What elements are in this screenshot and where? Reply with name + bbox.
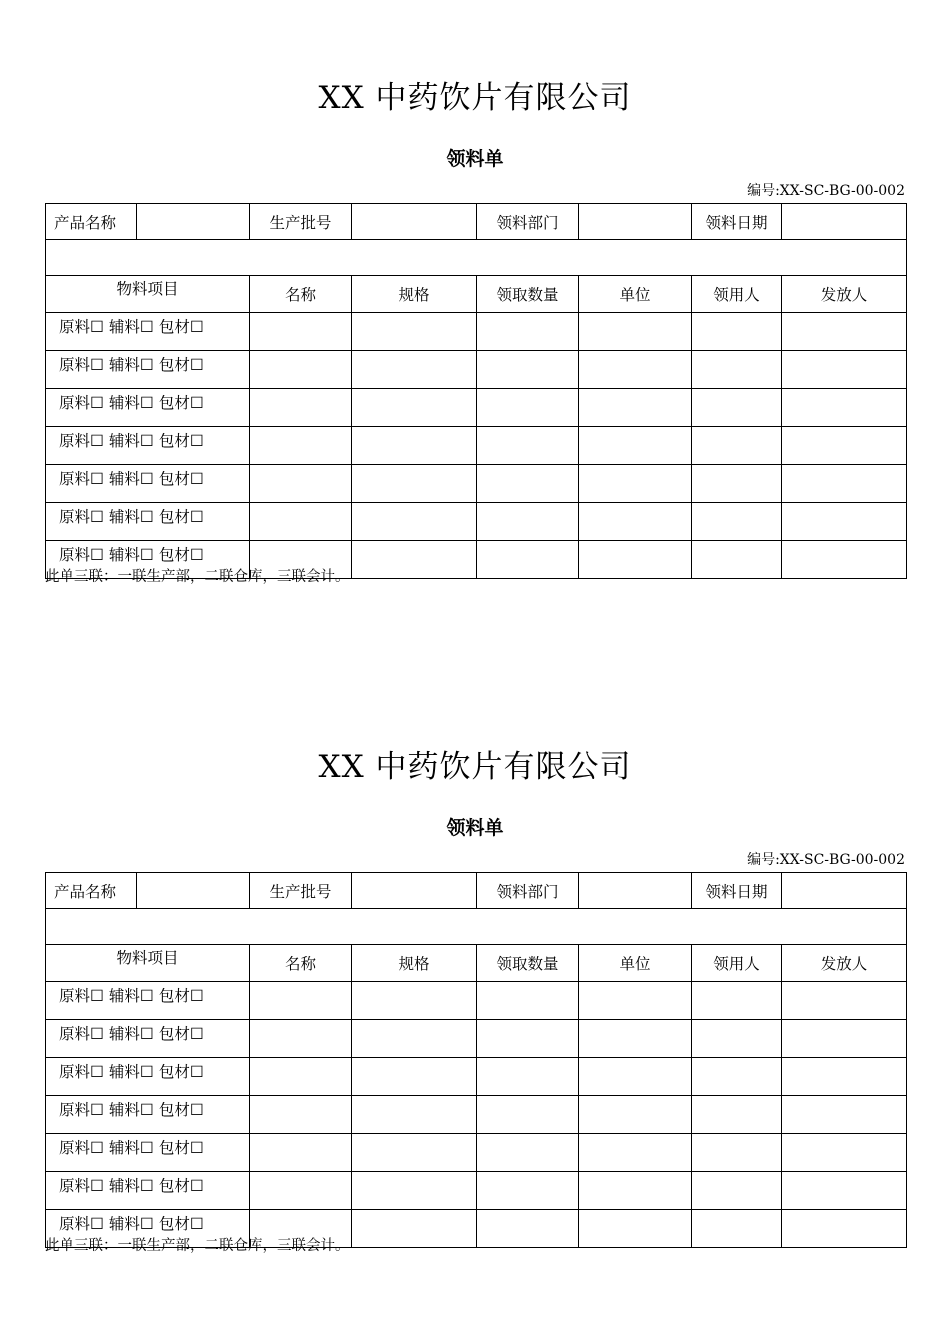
form-title: 领料单 — [446, 148, 504, 170]
name-input-cell[interactable] — [250, 389, 352, 427]
issuer-input-cell[interactable] — [782, 389, 907, 427]
spec-input-cell[interactable] — [352, 1134, 477, 1172]
material-type-checkbox[interactable]: 辅料☐ — [108, 1063, 154, 1081]
receiver-input-cell[interactable] — [692, 1058, 782, 1096]
requisition-table — [45, 872, 907, 1248]
receiver-input-cell[interactable] — [692, 465, 782, 503]
spec-input-cell[interactable] — [352, 1096, 477, 1134]
spec-input-cell[interactable] — [352, 1172, 477, 1210]
company-name: XX 中药饮片有限公司 — [318, 80, 632, 116]
copies-note: 此单三联：一联生产部，二联仓库，三联会计。 — [45, 569, 350, 585]
issuer-input-cell[interactable] — [782, 351, 907, 389]
unit-input-cell[interactable] — [579, 982, 692, 1020]
material-type-checkbox[interactable]: 原料☐ — [59, 318, 104, 336]
material-type-checkbox[interactable]: 原料☐ — [59, 1177, 104, 1195]
unit-input-cell[interactable] — [579, 1172, 692, 1210]
material-row — [46, 1134, 907, 1172]
date-label: 领料日期 — [692, 873, 782, 909]
unit-input-cell[interactable] — [579, 313, 692, 351]
issuer-input-cell[interactable] — [782, 1172, 907, 1210]
unit-input-cell[interactable] — [579, 427, 692, 465]
spec-input-cell[interactable] — [352, 427, 477, 465]
spec-input-cell[interactable] — [352, 465, 477, 503]
form-code: 编号:XX-SC-BG-00-002 — [747, 852, 905, 868]
issuer-header: 发放人 — [782, 276, 907, 313]
material-type-checkbox[interactable]: 辅料☐ — [108, 1215, 154, 1233]
unit-input-cell[interactable] — [579, 389, 692, 427]
product-name-label: 产品名称 — [46, 204, 137, 240]
receiver-input-cell[interactable] — [692, 427, 782, 465]
material-type-cell — [46, 351, 250, 389]
name-header: 名称 — [250, 945, 352, 982]
department-label: 领料部门 — [477, 204, 579, 240]
material-type-checkbox[interactable]: 包材☐ — [158, 394, 204, 412]
material-row — [46, 1096, 907, 1134]
material-type-checkbox[interactable]: 包材☐ — [158, 470, 204, 488]
material-type-checkbox[interactable]: 原料☐ — [59, 1215, 104, 1233]
material-type-cell — [46, 389, 250, 427]
unit-input-cell[interactable] — [579, 541, 692, 579]
name-header: 名称 — [250, 276, 352, 313]
spec-input-cell[interactable] — [352, 351, 477, 389]
date-label: 领料日期 — [692, 204, 782, 240]
name-input-cell[interactable] — [250, 465, 352, 503]
material-type-checkbox[interactable]: 包材☐ — [158, 1215, 204, 1233]
requisition-form — [0, 669, 950, 1269]
batch-no-input-cell[interactable] — [352, 204, 477, 240]
material-type-checkbox[interactable]: 原料☐ — [59, 987, 104, 1005]
department-input-cell[interactable] — [579, 204, 692, 240]
material-row — [46, 1172, 907, 1210]
material-type-cell — [46, 982, 250, 1020]
material-row — [46, 1020, 907, 1058]
unit-header: 单位 — [579, 945, 692, 982]
spec-input-cell[interactable] — [352, 1058, 477, 1096]
unit-input-cell[interactable] — [579, 503, 692, 541]
batch-no-label: 生产批号 — [250, 204, 352, 240]
issuer-input-cell[interactable] — [782, 1020, 907, 1058]
material-type-checkbox[interactable]: 原料☐ — [59, 470, 104, 488]
name-input-cell[interactable] — [250, 1172, 352, 1210]
material-type-checkbox[interactable]: 辅料☐ — [108, 470, 154, 488]
unit-input-cell[interactable] — [579, 465, 692, 503]
material-type-cell — [46, 1134, 250, 1172]
material-row — [46, 982, 907, 1020]
spec-input-cell[interactable] — [352, 982, 477, 1020]
product-name-label: 产品名称 — [46, 873, 137, 909]
qty-input-cell[interactable] — [477, 1058, 579, 1096]
qty-input-cell[interactable] — [477, 1134, 579, 1172]
qty-input-cell[interactable] — [477, 313, 579, 351]
blank-cell[interactable] — [46, 240, 907, 276]
issuer-input-cell[interactable] — [782, 1096, 907, 1134]
header-row — [46, 204, 907, 240]
receiver-input-cell[interactable] — [692, 982, 782, 1020]
material-type-checkbox[interactable]: 包材☐ — [158, 508, 204, 526]
requisition-table — [45, 203, 907, 579]
spec-input-cell[interactable] — [352, 503, 477, 541]
material-type-cell — [46, 313, 250, 351]
blank-row — [46, 909, 907, 945]
spec-input-cell[interactable] — [352, 1210, 477, 1248]
spec-input-cell[interactable] — [352, 389, 477, 427]
material-item-header: 物料项目 — [46, 945, 250, 982]
material-type-checkbox[interactable]: 辅料☐ — [108, 546, 154, 564]
material-type-checkbox[interactable]: 包材☐ — [158, 356, 204, 374]
unit-input-cell[interactable] — [579, 1134, 692, 1172]
issuer-input-cell[interactable] — [782, 313, 907, 351]
receiver-input-cell[interactable] — [692, 541, 782, 579]
date-input-cell[interactable] — [782, 873, 907, 909]
material-type-checkbox[interactable]: 辅料☐ — [108, 1139, 154, 1157]
name-input-cell[interactable] — [250, 1096, 352, 1134]
unit-input-cell[interactable] — [579, 1096, 692, 1134]
company-name: XX 中药饮片有限公司 — [318, 749, 632, 785]
name-input-cell[interactable] — [250, 503, 352, 541]
qty-input-cell[interactable] — [477, 1172, 579, 1210]
issuer-input-cell[interactable] — [782, 427, 907, 465]
unit-input-cell[interactable] — [579, 1020, 692, 1058]
material-item-header: 物料项目 — [46, 276, 250, 313]
spec-header: 规格 — [352, 945, 477, 982]
material-type-checkbox[interactable]: 原料☐ — [59, 1025, 104, 1043]
material-type-checkbox[interactable]: 原料☐ — [59, 1101, 104, 1119]
issuer-input-cell[interactable] — [782, 541, 907, 579]
material-type-checkbox[interactable]: 辅料☐ — [108, 394, 154, 412]
blank-row — [46, 240, 907, 276]
material-type-checkbox[interactable]: 包材☐ — [158, 1177, 204, 1195]
material-type-checkbox[interactable]: 原料☐ — [59, 546, 104, 564]
form-code: 编号:XX-SC-BG-00-002 — [747, 183, 905, 199]
material-type-checkbox[interactable]: 包材☐ — [158, 1139, 204, 1157]
form-title: 领料单 — [446, 817, 504, 839]
material-type-checkbox[interactable]: 包材☐ — [158, 318, 204, 336]
issuer-input-cell[interactable] — [782, 465, 907, 503]
qty-input-cell[interactable] — [477, 503, 579, 541]
receiver-input-cell[interactable] — [692, 1134, 782, 1172]
material-type-checkbox[interactable]: 原料☐ — [59, 356, 104, 374]
qty-input-cell[interactable] — [477, 1096, 579, 1134]
blank-cell[interactable] — [46, 909, 907, 945]
copies-note: 此单三联：一联生产部，二联仓库，三联会计。 — [45, 1238, 350, 1254]
qty-input-cell[interactable] — [477, 1020, 579, 1058]
material-type-checkbox[interactable]: 原料☐ — [59, 508, 104, 526]
name-input-cell[interactable] — [250, 427, 352, 465]
qty-input-cell[interactable] — [477, 541, 579, 579]
spec-input-cell[interactable] — [352, 313, 477, 351]
column-header-row — [46, 945, 907, 982]
material-type-cell — [46, 465, 250, 503]
material-type-checkbox[interactable]: 包材☐ — [158, 432, 204, 450]
unit-header: 单位 — [579, 276, 692, 313]
material-type-checkbox[interactable]: 包材☐ — [158, 546, 204, 564]
receiver-input-cell[interactable] — [692, 503, 782, 541]
material-type-checkbox[interactable]: 包材☐ — [158, 1101, 204, 1119]
receiver-header: 领用人 — [692, 276, 782, 313]
material-type-checkbox[interactable]: 辅料☐ — [108, 1177, 154, 1195]
qty-input-cell[interactable] — [477, 982, 579, 1020]
batch-no-input-cell[interactable] — [352, 873, 477, 909]
qty-input-cell[interactable] — [477, 465, 579, 503]
receiver-input-cell[interactable] — [692, 351, 782, 389]
receiver-input-cell[interactable] — [692, 389, 782, 427]
qty-header: 领取数量 — [477, 945, 579, 982]
product-name-input-cell[interactable] — [137, 873, 250, 909]
batch-no-label: 生产批号 — [250, 873, 352, 909]
material-type-cell — [46, 503, 250, 541]
receiver-input-cell[interactable] — [692, 1020, 782, 1058]
material-type-checkbox[interactable]: 辅料☐ — [108, 1101, 154, 1119]
material-type-cell — [46, 1096, 250, 1134]
date-input-cell[interactable] — [782, 204, 907, 240]
unit-input-cell[interactable] — [579, 1058, 692, 1096]
material-row — [46, 503, 907, 541]
header-row — [46, 873, 907, 909]
receiver-header: 领用人 — [692, 945, 782, 982]
material-type-checkbox[interactable]: 辅料☐ — [108, 318, 154, 336]
material-type-checkbox[interactable]: 原料☐ — [59, 394, 104, 412]
requisition-form — [0, 0, 950, 600]
name-input-cell[interactable] — [250, 982, 352, 1020]
unit-input-cell[interactable] — [579, 1210, 692, 1248]
material-row — [46, 465, 907, 503]
material-type-cell — [46, 427, 250, 465]
material-row — [46, 351, 907, 389]
qty-input-cell[interactable] — [477, 427, 579, 465]
name-input-cell[interactable] — [250, 1058, 352, 1096]
product-name-input-cell[interactable] — [137, 204, 250, 240]
name-input-cell[interactable] — [250, 313, 352, 351]
unit-input-cell[interactable] — [579, 351, 692, 389]
material-type-checkbox[interactable]: 辅料☐ — [108, 987, 154, 1005]
receiver-input-cell[interactable] — [692, 1210, 782, 1248]
qty-header: 领取数量 — [477, 276, 579, 313]
name-input-cell[interactable] — [250, 1020, 352, 1058]
material-type-checkbox[interactable]: 包材☐ — [158, 1063, 204, 1081]
issuer-input-cell[interactable] — [782, 982, 907, 1020]
material-type-checkbox[interactable]: 原料☐ — [59, 432, 104, 450]
name-input-cell[interactable] — [250, 1134, 352, 1172]
material-row — [46, 313, 907, 351]
qty-input-cell[interactable] — [477, 389, 579, 427]
department-label: 领料部门 — [477, 873, 579, 909]
issuer-input-cell[interactable] — [782, 1134, 907, 1172]
department-input-cell[interactable] — [579, 873, 692, 909]
material-row — [46, 1058, 907, 1096]
material-row — [46, 389, 907, 427]
material-type-checkbox[interactable]: 原料☐ — [59, 1139, 104, 1157]
qty-input-cell[interactable] — [477, 1210, 579, 1248]
spec-header: 规格 — [352, 276, 477, 313]
material-type-cell — [46, 1058, 250, 1096]
material-type-checkbox[interactable]: 辅料☐ — [108, 432, 154, 450]
material-type-checkbox[interactable]: 辅料☐ — [108, 356, 154, 374]
material-type-cell — [46, 1172, 250, 1210]
material-row — [46, 427, 907, 465]
receiver-input-cell[interactable] — [692, 313, 782, 351]
material-type-checkbox[interactable]: 包材☐ — [158, 987, 204, 1005]
receiver-input-cell[interactable] — [692, 1096, 782, 1134]
spec-input-cell[interactable] — [352, 1020, 477, 1058]
material-type-cell — [46, 1020, 250, 1058]
issuer-input-cell[interactable] — [782, 1210, 907, 1248]
issuer-input-cell[interactable] — [782, 503, 907, 541]
material-type-checkbox[interactable]: 辅料☐ — [108, 508, 154, 526]
material-type-checkbox[interactable]: 辅料☐ — [108, 1025, 154, 1043]
name-input-cell[interactable] — [250, 351, 352, 389]
column-header-row — [46, 276, 907, 313]
issuer-input-cell[interactable] — [782, 1058, 907, 1096]
spec-input-cell[interactable] — [352, 541, 477, 579]
material-type-checkbox[interactable]: 包材☐ — [158, 1025, 204, 1043]
material-type-checkbox[interactable]: 原料☐ — [59, 1063, 104, 1081]
issuer-header: 发放人 — [782, 945, 907, 982]
qty-input-cell[interactable] — [477, 351, 579, 389]
receiver-input-cell[interactable] — [692, 1172, 782, 1210]
